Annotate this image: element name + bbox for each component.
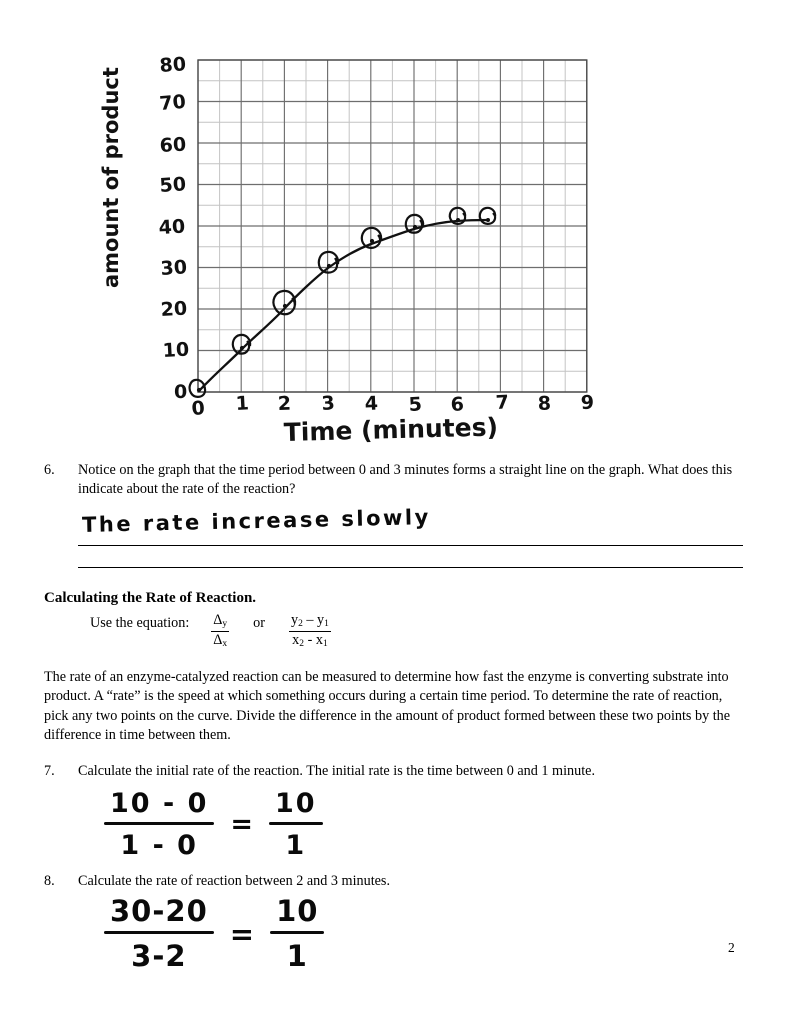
- x-tick-5: 5: [408, 393, 423, 416]
- slope-denominator: $x_2 - x_1$: [292, 632, 328, 649]
- y-tick-20: 20: [160, 297, 188, 321]
- question-6-handwritten-answer: The rate increase slowly: [81, 505, 432, 537]
- q7-right-numerator: 10: [275, 788, 317, 819]
- q7-left-fraction: [104, 788, 214, 861]
- q7-equals-sign: =: [230, 809, 253, 840]
- x-tick-7: 7: [495, 391, 510, 414]
- slope-numerator: $y_2 - y_1$: [289, 613, 331, 632]
- question-7-text: Calculate the initial rate of the reaction. The initial rate is the time between 0 and 1 minute.: [78, 763, 596, 779]
- q7-right-fraction: [269, 788, 323, 861]
- q8-right-fraction: [270, 894, 324, 973]
- question-7-number: 7.: [44, 763, 55, 779]
- hand-drawn-line-chart: [0, 0, 786, 460]
- delta-x-denominator: $\Delta_x$: [213, 632, 228, 649]
- x-tick-1: 1: [235, 392, 250, 415]
- equation-or-label: or: [253, 615, 265, 631]
- y-tick-40: 40: [158, 215, 186, 239]
- q8-left-fraction: [104, 894, 214, 973]
- data-curve: [199, 220, 488, 391]
- question-6-number: 6.: [44, 462, 55, 478]
- x-tick-9: 9: [580, 391, 595, 414]
- y-tick-50: 50: [158, 173, 187, 197]
- data-point-markers: [190, 208, 496, 397]
- question-6-text: Notice on the graph that the time period between 0 and 3 minutes forms a straight line on the graph. What does this indicate about the rate of the reaction?: [78, 462, 733, 497]
- delta-y-numerator: $\Delta_y$: [211, 613, 229, 632]
- question-8-number: 8.: [44, 873, 55, 889]
- x-tick-0: 0: [190, 397, 206, 420]
- body-paragraph: The rate of an enzyme-catalyzed reaction can be measured to determine how fast the enzyme is converting substrate into product. A “rate” is the speed at which something occurs during a certain time period. To determine the rate of reaction, pick any two points on the curve. Divide the difference in the amount of product formed between these two points by the difference in time between them.: [44, 669, 731, 744]
- delta-fraction: [211, 613, 229, 650]
- answer-line-1[interactable]: [78, 545, 743, 546]
- y-tick-10: 10: [162, 338, 190, 362]
- q7-left-numerator: 10 - 0: [110, 788, 209, 819]
- y-tick-80: 80: [158, 53, 187, 77]
- question-7: [44, 762, 750, 781]
- y-tick-30: 30: [159, 256, 188, 280]
- graph-figure: [0, 0, 786, 460]
- slope-fraction: [289, 613, 331, 650]
- q8-equals-sign: =: [229, 916, 255, 951]
- q8-left-denominator: 3-2: [131, 939, 187, 973]
- section-heading: Calculating the Rate of Reaction.: [44, 590, 257, 606]
- x-tick-3: 3: [320, 392, 336, 415]
- y-tick-70: 70: [158, 90, 187, 115]
- y-tick-0: 0: [174, 381, 188, 403]
- question-7-handwritten-work: [104, 788, 323, 861]
- q7-right-denominator: 1: [285, 830, 307, 861]
- x-tick-2: 2: [277, 392, 292, 415]
- q8-right-numerator: 10: [276, 894, 319, 928]
- y-tick-60: 60: [159, 133, 187, 157]
- question-8-text: Calculate the rate of reaction between 2 and 3 minutes.: [78, 873, 391, 889]
- y-axis-title: amount of product: [99, 67, 123, 288]
- x-tick-6: 6: [450, 393, 465, 416]
- equation-label: Use the equation:: [90, 615, 190, 631]
- question-8-handwritten-work: [104, 894, 324, 973]
- x-tick-8: 8: [537, 392, 552, 415]
- y-axis-tick-labels: [158, 53, 190, 403]
- question-8: [44, 872, 750, 891]
- x-axis-title: Time (minutes): [283, 412, 499, 447]
- q8-right-denominator: 1: [286, 939, 308, 973]
- answer-line-2[interactable]: [78, 567, 743, 568]
- q7-left-denominator: 1 - 0: [120, 830, 198, 861]
- rate-equation-block: [90, 613, 337, 650]
- q8-left-numerator: 30-20: [110, 894, 208, 928]
- page-number: 2: [728, 940, 735, 955]
- question-6: [44, 461, 750, 499]
- x-tick-4: 4: [364, 392, 379, 415]
